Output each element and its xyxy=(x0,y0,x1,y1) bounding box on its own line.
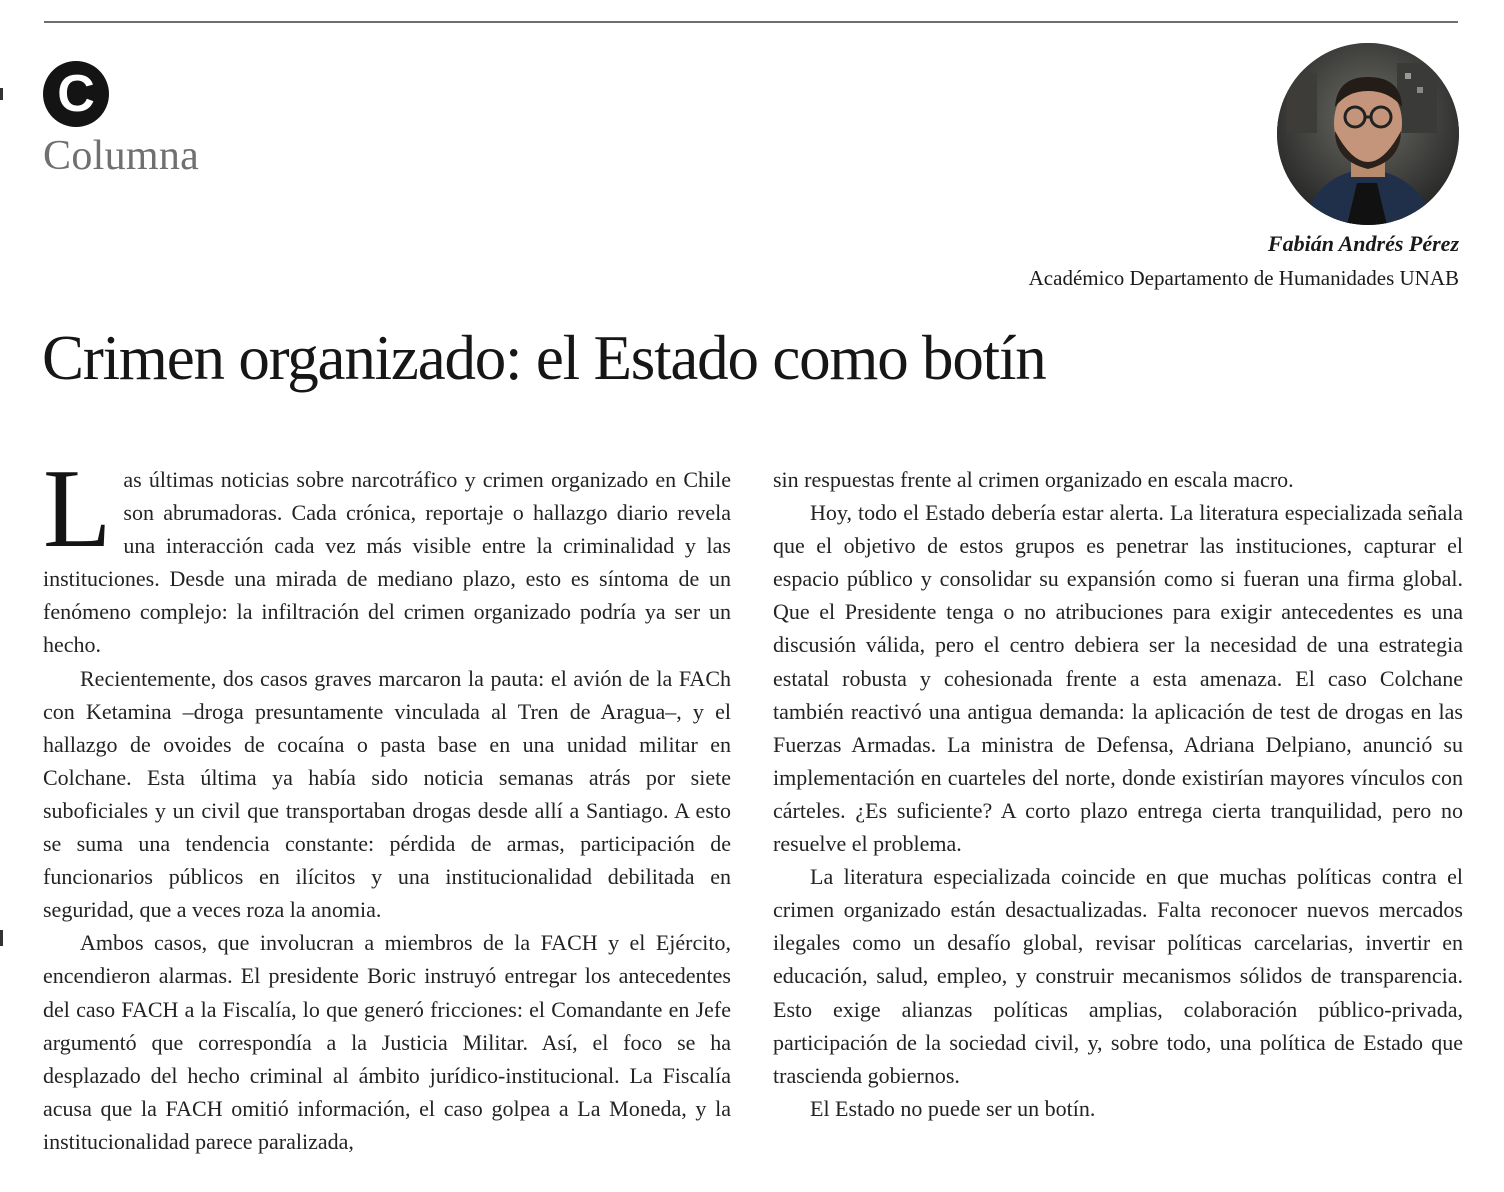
paragraph-2: Recientemente, dos casos graves marcaron la pauta: el avión de la FACh con Ketamina –droga presuntamente vinculada al Tren de Aragua–, y el hallazgo de ovoides de cocaína o pasta base en una unidad militar en Colchane. Esta última ya había sido noticia semanas atrás por siete suboficiales y un civil que transportaban drogas desde allí a Santiago. A esto se suma una tendencia constante: pérdida de armas, participación de funcionarios públicos en ilícitos y una institucionalidad debilitada en seguridad, que a veces roza la anomia. xyxy=(43,665,731,923)
paragraph-4: Hoy, todo el Estado debería estar alerta. La literatura especializada señala que el objetivo de estos grupos es penetrar las instituciones, capturar el espacio público y consolidar su expansión como si fueran una firma global. Que el Presidente tenga o no atribuciones para exigir antecedentes es una discusión válida, pero el centro debiera ser la necesidad de una estrategia estatal robusta y cohesionada frente a esta amenaza. El caso Colchane también reactivó una antigua demanda: la aplicación de test de drogas en las Fuerzas Armadas. La ministra de Defensa, Adriana Delpiano, anunció su implementación en cuarteles del norte, donde existirían mayores vínculos con cárteles. ¿Es suficiente? A corto plazo entrega cierta tranquilidad, pero no resuelve el problema. xyxy=(773,500,1463,857)
author-role: Académico Departamento de Humanidades UNAB xyxy=(1028,266,1459,290)
article-column-right xyxy=(773,463,1463,1125)
top-rule xyxy=(44,21,1458,23)
section-badge: C xyxy=(43,61,109,127)
author-photo xyxy=(1277,43,1459,225)
article-column-left xyxy=(43,447,731,1158)
paragraph-6: El Estado no puede ser un botín. xyxy=(810,1095,1096,1121)
paragraph-1 xyxy=(43,447,731,662)
paragraph-5: La literatura especializada coincide en que muchas políticas contra el crimen organizado están desactualizadas. Falta reconocer nuevos mercados ilegales como un desafío global, revisar políticas carcelarias, invertir en educación, salud, empleo, y construir mecanismos sólidos de transparencia. Esto exige alianzas políticas amplias, colaboración público-privada, participación de la sociedad civil, y, sobre todo, una política de Estado que trascienda gobiernos. xyxy=(773,864,1463,1088)
section-label: Columna xyxy=(43,133,200,179)
drop-cap: L xyxy=(43,447,112,571)
author-name: Fabián Andrés Pérez xyxy=(1267,231,1459,256)
page-edge-marks xyxy=(0,0,8,1192)
headline: Crimen organizado: el Estado como botín xyxy=(42,323,1046,393)
paragraph-3-continued: sin respuestas frente al crimen organizado en escala macro. xyxy=(773,467,1294,492)
paragraph-1-text: as últimas noticias sobre narcotráfico y crimen organizado en Chile son abrumadoras. Cada crónica, reportaje o hallazgo diario revela una interacción cada vez más visible entre la criminalidad y las instituciones. Desde una mirada de mediano plazo, esto es síntoma de un fenómeno complejo: la infiltración del crimen organizado podría ya ser un hecho. xyxy=(43,467,731,658)
paragraph-3: Ambos casos, que involucran a miembros de la FACH y el Ejército, encendieron alarmas. El presidente Boric instruyó entregar los antecedentes del caso FACH a la Fiscalía, lo que generó fricciones: el Comandante en Jefe argumentó que correspondía a la Justicia Militar. Así, el foco se ha desplazado del hecho criminal al ámbito jurídico-institucional. La Fiscalía acusa que la FACH omitió información, el caso golpea a La Moneda, y la institucionalidad parece paralizada, xyxy=(43,930,731,1154)
